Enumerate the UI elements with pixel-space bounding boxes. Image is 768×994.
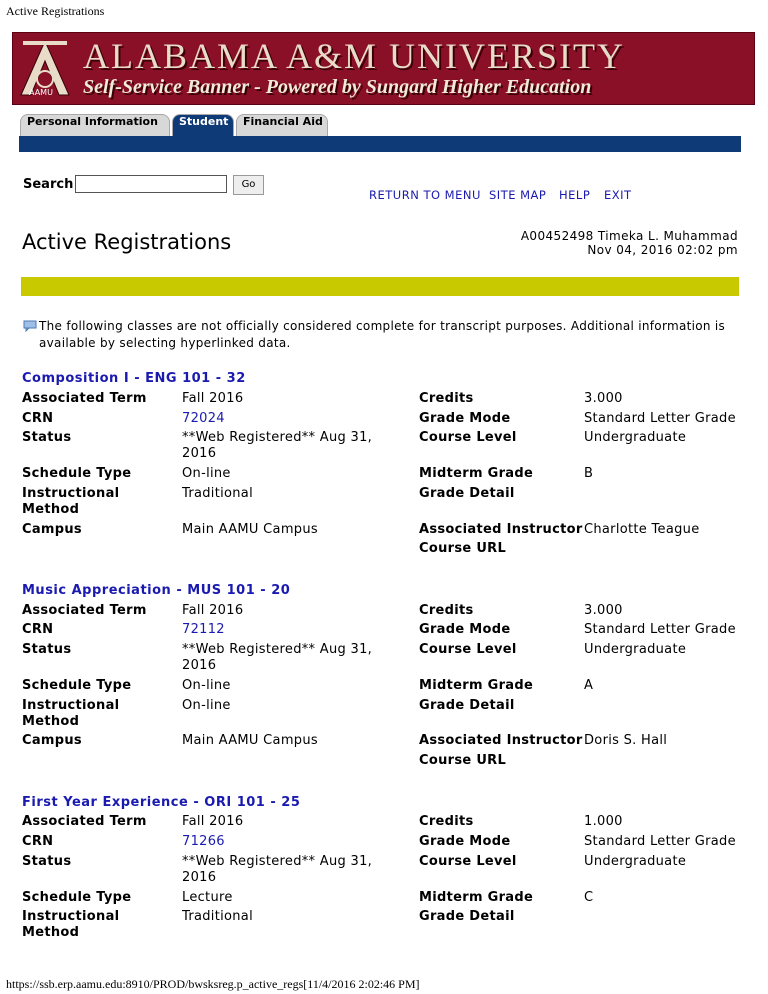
course-level-label: Course Level xyxy=(419,642,517,657)
instructional-method-label: Instructional Method xyxy=(22,909,120,940)
crn-label: CRN xyxy=(22,411,54,426)
instructional-method-value: Traditional xyxy=(182,909,253,924)
course-level-value: Undergraduate xyxy=(584,642,687,657)
schedule-type-label: Schedule Type xyxy=(22,466,132,481)
user-info xyxy=(521,229,738,257)
grade-mode-value: Standard Letter Grade xyxy=(584,622,736,637)
midterm-grade-value: C xyxy=(584,890,594,905)
status-label: Status xyxy=(22,854,72,869)
print-footer: https://ssb.erp.aamu.edu:8910/PROD/bwsksreg.p_active_regs[11/4/2016 2:02:46 PM] xyxy=(6,977,420,991)
credits-label: Credits xyxy=(419,603,474,618)
campus-label: Campus xyxy=(22,733,82,748)
grade-detail-label: Grade Detail xyxy=(419,909,515,924)
term-label: Associated Term xyxy=(22,391,147,406)
grade-mode-label: Grade Mode xyxy=(419,834,511,849)
instructional-method-label: Instructional Method xyxy=(22,486,120,517)
tab-student[interactable]: Student xyxy=(172,114,234,136)
term-value: Fall 2016 xyxy=(182,814,244,829)
campus-label: Campus xyxy=(22,522,82,537)
term-label: Associated Term xyxy=(22,814,147,829)
course-level-value: Undergraduate xyxy=(584,854,687,869)
course-url-label: Course URL xyxy=(419,541,507,556)
crn-link[interactable]: 72112 xyxy=(182,622,225,637)
course-url-label: Course URL xyxy=(419,753,507,768)
schedule-type-value: On-line xyxy=(182,678,231,693)
campus-value: Main AAMU Campus xyxy=(182,733,318,748)
tab-financial-aid[interactable]: Financial Aid xyxy=(236,114,328,136)
credits-value: 1.000 xyxy=(584,814,623,829)
exit-link[interactable]: EXIT xyxy=(604,188,632,202)
logo-text: AAMU xyxy=(29,88,53,97)
search-label: Search xyxy=(23,177,74,192)
return-to-menu-link[interactable]: RETURN TO MENU xyxy=(369,188,481,202)
nav-bar xyxy=(19,136,741,152)
grade-detail-label: Grade Detail xyxy=(419,698,515,713)
instructor-value: Charlotte Teague xyxy=(584,522,700,537)
schedule-type-value: Lecture xyxy=(182,890,233,905)
grade-mode-label: Grade Mode xyxy=(419,622,511,637)
course-title-link[interactable]: Composition I - ENG 101 - 32 xyxy=(22,371,246,386)
university-banner xyxy=(12,32,755,105)
banner-subtitle: Self-Service Banner - Powered by Sungard Higher Education xyxy=(83,76,592,98)
crn-label: CRN xyxy=(22,834,54,849)
banner-title: ALABAMA A&M UNIVERSITY xyxy=(83,36,626,76)
schedule-type-label: Schedule Type xyxy=(22,678,132,693)
status-value: **Web Registered** Aug 31, 2016 xyxy=(182,642,373,673)
midterm-grade-value: A xyxy=(584,678,594,693)
grade-mode-value: Standard Letter Grade xyxy=(584,411,736,426)
term-label: Associated Term xyxy=(22,603,147,618)
midterm-grade-label: Midterm Grade xyxy=(419,890,534,905)
midterm-grade-label: Midterm Grade xyxy=(419,678,534,693)
instructional-method-value: On-line xyxy=(182,698,231,713)
crn-link[interactable]: 71266 xyxy=(182,834,225,849)
instructional-method-value: Traditional xyxy=(182,486,253,501)
course-level-value: Undergraduate xyxy=(584,430,687,445)
grade-mode-label: Grade Mode xyxy=(419,411,511,426)
schedule-type-label: Schedule Type xyxy=(22,890,132,905)
instructor-label: Associated Instructor xyxy=(419,733,583,748)
status-value: **Web Registered** Aug 31, 2016 xyxy=(182,430,373,461)
term-value: Fall 2016 xyxy=(182,603,244,618)
status-value: **Web Registered** Aug 31, 2016 xyxy=(182,854,373,885)
status-label: Status xyxy=(22,430,72,445)
credits-value: 3.000 xyxy=(584,603,623,618)
user-id-name: A00452498 Timeka L. Muhammad xyxy=(520,229,738,243)
crn-label: CRN xyxy=(22,622,54,637)
campus-value: Main AAMU Campus xyxy=(182,522,318,537)
midterm-grade-value: B xyxy=(584,466,594,481)
schedule-type-value: On-line xyxy=(182,466,231,481)
info-text: The following classes are not officially considered complete for transcript purposes. Additional information is available by selecting hyperlinked data. xyxy=(39,319,726,350)
grade-detail-label: Grade Detail xyxy=(419,486,515,501)
crn-link[interactable]: 72024 xyxy=(182,411,225,426)
midterm-grade-label: Midterm Grade xyxy=(419,466,534,481)
term-value: Fall 2016 xyxy=(182,391,244,406)
instructor-label: Associated Instructor xyxy=(419,522,583,537)
course-level-label: Course Level xyxy=(419,430,517,445)
status-label: Status xyxy=(22,642,72,657)
info-message-icon xyxy=(23,320,37,332)
course-title-link[interactable]: First Year Experience - ORI 101 - 25 xyxy=(22,795,301,810)
help-link[interactable]: HELP xyxy=(559,188,591,202)
credits-value: 3.000 xyxy=(584,391,623,406)
page-title: Active Registrations xyxy=(22,230,232,254)
credits-label: Credits xyxy=(419,391,474,406)
tab-personal-information[interactable]: Personal Information xyxy=(20,114,170,136)
grade-mode-value: Standard Letter Grade xyxy=(584,834,736,849)
go-button[interactable]: Go xyxy=(233,175,264,195)
print-header: Active Registrations xyxy=(6,4,105,18)
course-title-link[interactable]: Music Appreciation - MUS 101 - 20 xyxy=(22,583,291,598)
credits-label: Credits xyxy=(419,814,474,829)
current-datetime: Nov 04, 2016 02:02 pm xyxy=(587,243,738,257)
instructor-value: Doris S. Hall xyxy=(584,733,668,748)
course-level-label: Course Level xyxy=(419,854,517,869)
site-map-link[interactable]: SITE MAP xyxy=(489,188,547,202)
divider-bar xyxy=(21,277,739,296)
search-input[interactable] xyxy=(75,175,227,193)
instructional-method-label: Instructional Method xyxy=(22,698,120,729)
